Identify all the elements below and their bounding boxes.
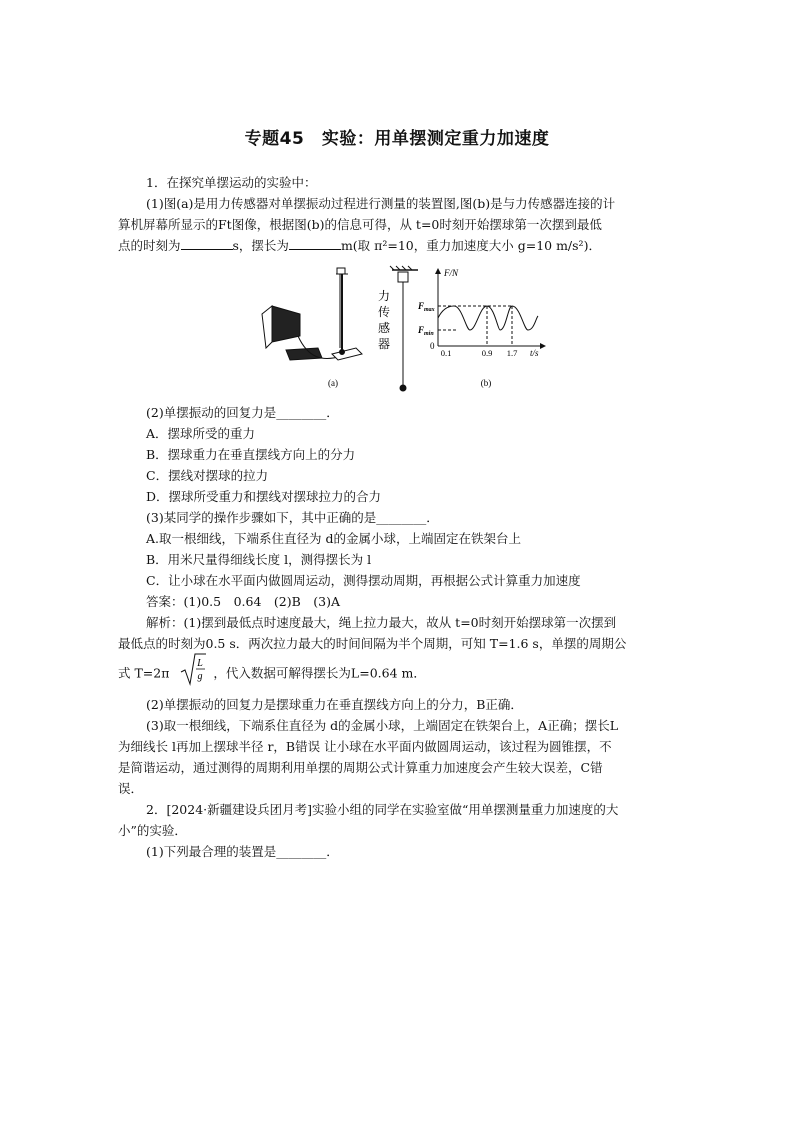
analysis-line-7: 是简谐运动，通过测得的周期利用单摆的周期公式计算重力加速度会产生较大误差，C错 (118, 760, 603, 775)
analysis-line-6: 为细线长 l再加上摆球半径 r，B错误 让小球在水平面内做圆周运动，该过程为圆锥摆，不 (118, 739, 612, 754)
q1-part2: (2)单摆振动的回复力是________． (146, 405, 339, 420)
q1-part2-option-a: A．摆球所受的重力 (146, 426, 256, 441)
q1-stem: 1．在探究单摆运动的实验中： (146, 175, 317, 190)
monitor-back (262, 306, 272, 348)
tick-label-0.9: 0.9 (481, 348, 493, 358)
q1-part1-line3-c: m(取 π²=10，重力加速度大小 g=10 m/s²)． (340, 238, 601, 253)
answer-line: 答案：(1)0.5 0.64 (2)B (3)A (146, 594, 341, 609)
sensor-label-1: 力 (377, 289, 391, 303)
figure-apparatus-and-graph (258, 262, 548, 392)
formula-prefix: 式 T=2π (118, 665, 170, 681)
sensor-label-2: 传 (377, 305, 391, 319)
q1-part1-line1: (1)图(a)是用力传感器对单摆振动过程进行测量的装置图,图(b)是与力传感器连接的计 (146, 196, 616, 211)
figure-a-apparatus (262, 268, 362, 360)
q1-part1-line2: 算机屏幕所显示的Ft图像，根据图(b)的信息可得，从 t=0时刻开始摆球第一次摆到最低 (118, 217, 602, 232)
q1-part1-line3-b: s，摆长为 (232, 238, 289, 253)
q2-stem-line2: 小”的实验． (118, 823, 187, 838)
q1-part1-line3-a: 点的时刻为 (118, 238, 181, 253)
analysis-line-2: 最低点的时刻为0.5 s．两次拉力最大的时间间隔为半个周期，可知 T=1.6 s，单摆的周期公 (118, 636, 627, 651)
sensor-label-3: 感 (377, 321, 391, 335)
analysis-line-8: 误． (118, 781, 144, 796)
caption-a: (a) (328, 378, 338, 388)
tick-label-1.7: 1.7 (506, 348, 518, 358)
q2-part1: (1)下列最合理的装置是________． (146, 844, 339, 859)
monitor-screen (272, 306, 300, 342)
pendulum-bob (340, 350, 345, 355)
analysis-line-4: (2)单摆振动的回复力是摆球重力在垂直摆线方向上的分力，B正确． (146, 697, 523, 712)
q1-part2-option-d: D．摆球所受重力和摆线对摆球拉力的合力 (146, 489, 382, 504)
answer-blank-time[interactable] (181, 238, 233, 250)
sensor-box (337, 268, 345, 274)
force-sensor (398, 272, 408, 282)
q1-part3-option-a: A.取一根细线，下端系住直径为 d的金属小球，上端固定在铁架台上 (146, 531, 521, 546)
q1-part3: (3)某同学的操作步骤如下，其中正确的是________． (146, 510, 439, 525)
figure-b-sensor (390, 266, 418, 391)
q2-stem-line1: 2．[2024·新疆建设兵团月考]实验小组的同学在实验室做“用单摆测量重力加速度的大 (146, 802, 619, 817)
q1-part3-option-c: C．让小球在水平面内做圆周运动，测得摆动周期，再根据公式计算重力加速度 (146, 573, 581, 588)
force-curve (438, 306, 538, 330)
x-axis-label: t/s (530, 348, 539, 358)
fmax-label (417, 301, 435, 313)
q1-part2-option-b: B．摆球重力在垂直摆线方向上的分力 (146, 447, 356, 462)
q1-part3-option-b: B．用米尺量得细线长度 l，测得摆长为 l (146, 552, 372, 567)
fmax-letter: F (418, 301, 425, 311)
q1-part1-line3 (118, 238, 601, 254)
analysis-line-1: 解析：(1)摆到最低点时速度最大，绳上拉力最大，故从 t=0时刻开始摆球第一次摆到 (146, 615, 617, 630)
fmax-subscript: max (424, 307, 435, 313)
formula-numerator: L (197, 658, 204, 669)
q1-part2-option-c: C．摆线对摆球的拉力 (146, 468, 269, 483)
y-axis-label: F/N (444, 268, 459, 278)
stand-base (332, 348, 362, 360)
fmin-label (417, 325, 434, 337)
answer-blank-length[interactable] (289, 238, 341, 250)
sqrt-fraction (179, 652, 207, 686)
analysis-formula-line (118, 658, 426, 686)
caption-b: (b) (480, 378, 492, 388)
fmin-subscript: min (424, 331, 434, 337)
sensor-bob (400, 385, 406, 391)
page-title: 专题45 实验：用单摆测定重力加速度 (244, 129, 550, 149)
formula-denominator: g (197, 671, 203, 682)
analysis-line-5: (3)取一根细线，下端系住直径为 d的金属小球，上端固定在铁架台上，A正确；摆长L (146, 718, 619, 733)
fmin-letter: F (418, 325, 425, 335)
figure-b-graph (435, 268, 546, 349)
tick-label-0.1: 0.1 (440, 348, 452, 358)
formula-suffix: ，代入数据可解得摆长为L=0.64 m． (213, 665, 426, 681)
computer-box (286, 348, 322, 360)
sensor-label-4: 器 (377, 337, 391, 351)
origin-label: 0 (430, 341, 435, 351)
